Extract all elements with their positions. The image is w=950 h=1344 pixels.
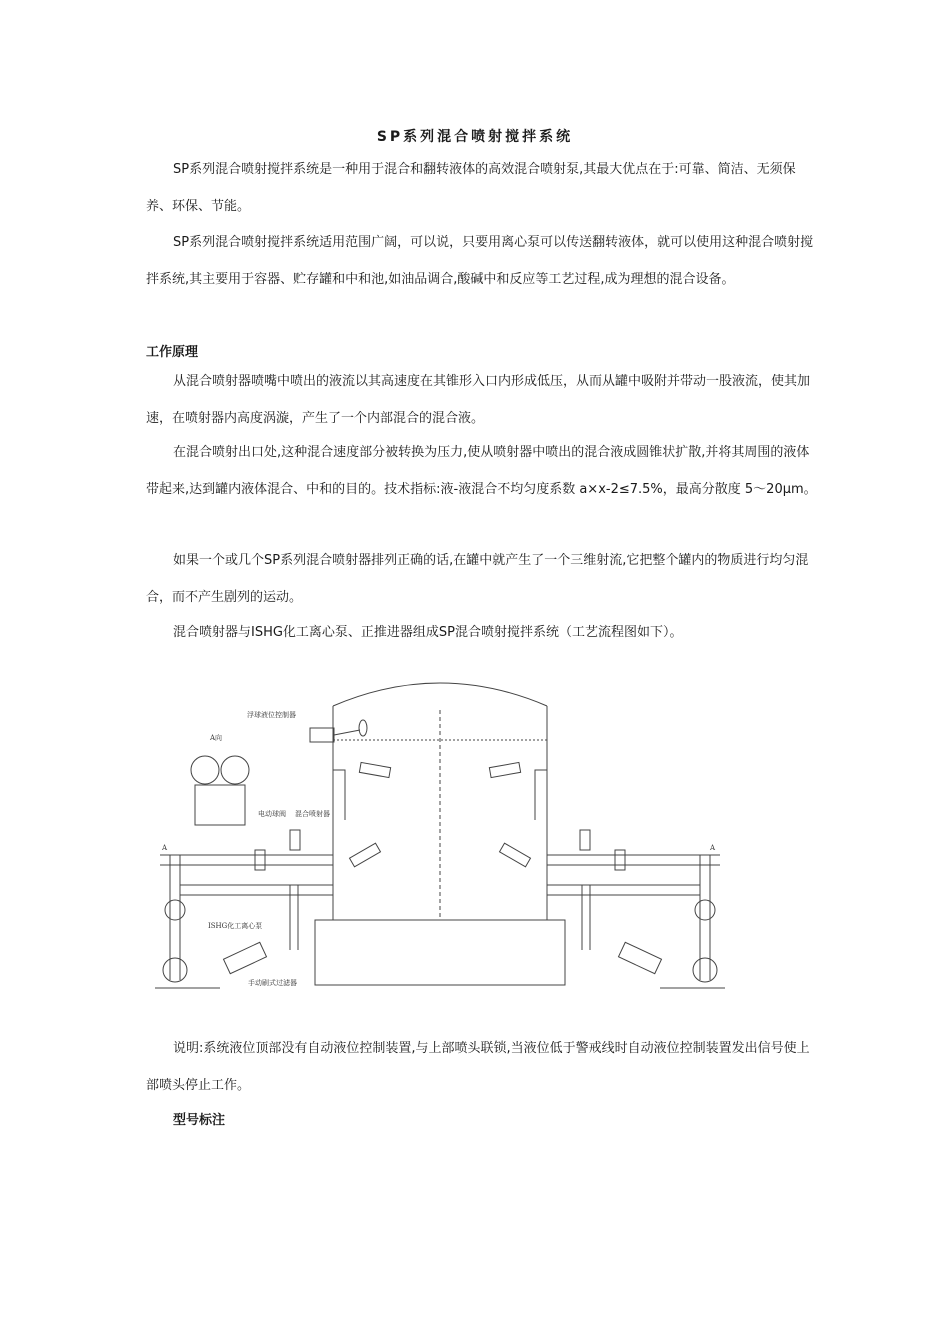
lower-mixing-ejector-left	[350, 843, 381, 867]
process-flow-svg	[150, 670, 730, 1000]
label-electric-valve: 电动球阀	[258, 810, 286, 818]
principle-paragraph-4: 混合喷射器与ISHG化工离心泵、正推进器组成SP混合喷射搅拌系统（工艺流程图如下）。	[173, 625, 683, 640]
electric-valve-left	[255, 850, 265, 870]
principle-paragraph-1: 从混合喷射器喷嘴中喷出的液流以其高速度在其锥形入口内形成低压，从而从罐中吸附并带动一股液流，使其加速，在喷射器内高度涡漩，产生了一个内部混合的混合液。	[146, 374, 811, 426]
section-heading-principle: 工作原理	[146, 345, 199, 360]
filter-left	[223, 942, 266, 973]
label-pump: ISHG化工离心泵	[208, 922, 263, 930]
filter-right	[618, 942, 661, 973]
pump-left	[163, 958, 187, 982]
upper-mixing-ejector-left	[359, 762, 390, 777]
label-mixing-ejector: 混合喷射器	[295, 810, 330, 818]
tank-dome	[333, 683, 547, 706]
electric-valve-right	[615, 850, 625, 870]
upper-ejector-pipe-right	[535, 770, 547, 820]
upper-ejector-pipe-left	[333, 770, 345, 820]
note-paragraph: 说明:系统液位顶部没有自动液位控制装置,与上部喷头联锁,当液位低于警戒线时自动液位控制装置发出信号使上部喷头停止工作。	[146, 1041, 810, 1093]
principle-paragraph-3: 如果一个或几个SP系列混合喷射器排列正确的话,在罐中就产生了一个三维射流,它把整个罐内的物质进行均匀混合，而不产生剧列的运动。	[146, 553, 809, 605]
section-heading-model: 型号标注	[173, 1113, 226, 1128]
label-filter: 手动刷式过滤器	[248, 979, 297, 987]
float-level-controller	[310, 728, 334, 742]
lower-mixing-ejector-right	[500, 843, 531, 867]
tank-base	[315, 920, 565, 985]
label-a-right: A	[710, 844, 716, 852]
intro-paragraph-2: SP系列混合喷射搅拌系统适用范围广阔，可以说，只要用离心泵可以传送翻转液体，就可以使用这种混合喷射搅拌系统,其主要用于容器、贮存罐和中和池,如油品调合,酸碱中和反应等工艺过程,成为理想的混合设备。	[146, 235, 814, 287]
principle-paragraph-2: 在混合喷射出口处,这种混合速度部分被转换为压力,使从喷射器中喷出的混合液成圆锥状扩散,并将其周围的液体带起来,达到罐内液体混合、中和的目的。技术指标:液-液混合不均匀度系数 a×x-2≤7.5%，最高分散度 5～20μm。	[146, 445, 817, 497]
process-flow-diagram	[150, 670, 730, 1000]
upper-mixing-ejector-right	[489, 762, 520, 777]
document-title: SP系列混合喷射搅拌系统	[376, 129, 574, 145]
label-float-controller: 浮球液位控制器	[247, 711, 296, 719]
view-a-inset	[191, 756, 219, 784]
label-a-left: A	[162, 844, 168, 852]
pump-right	[693, 958, 717, 982]
intro-paragraph-1: SP系列混合喷射搅拌系统是一种用于混合和翻转液体的高效混合喷射泵,其最大优点在于:可靠、简洁、无须保养、环保、节能。	[146, 162, 796, 214]
label-view-a: A向	[210, 734, 223, 742]
